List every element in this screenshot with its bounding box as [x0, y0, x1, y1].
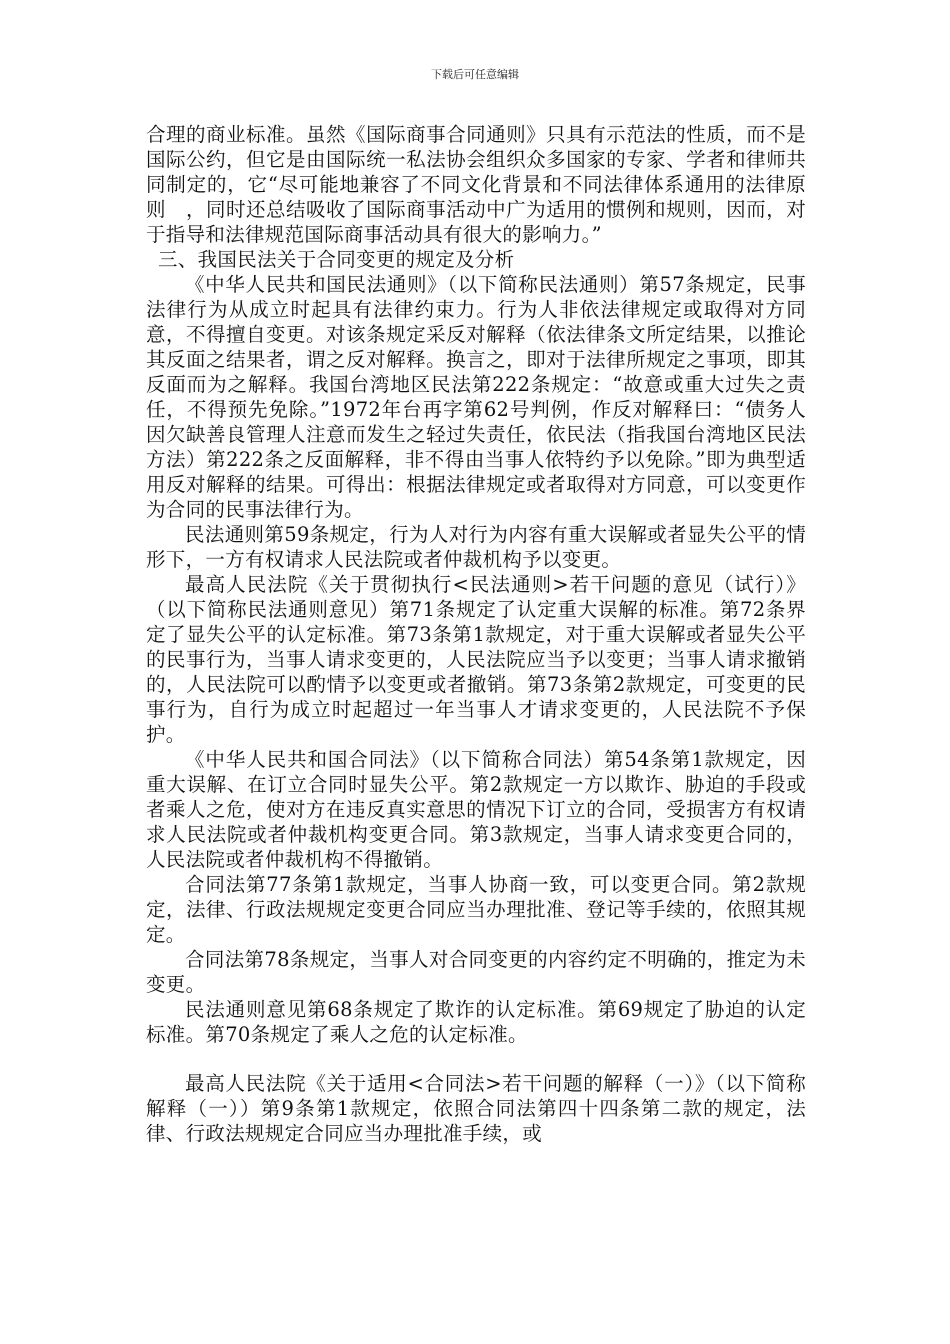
- paragraph-article-57: 《中华人民共和国民法通则》（以下简称民法通则）第57条规定，民事法律行为从成立时起具有法律约束力。行为人非依法律规定或取得对方同意，不得擅自变更。对该条规定采反对解释（依法律条文所定结果，以推论其反面之结果者，谓之反对解释。换言之，即对于法律所规定之事项，即其反面而为之解释。我国台湾地区民法第222条规定：“故意或重大过失之责任，不得预先免除。”1972年台再字第62号判例，作反对解释曰：“债务人因欠缺善良管理人注意而发生之轻过失责任，依民法（指我国台湾地区民法方法）第222条之反面解释，非不得由当事人依特约予以免除。”即为典型适用反对解释的结果。可得出：根据法律规定或者取得对方同意，可以变更作为合同的民事法律行为。: [146, 273, 806, 521]
- section-heading: 三、我国民法关于合同变更的规定及分析: [158, 248, 515, 271]
- paragraph-contract-law-54: 《中华人民共和国合同法》（以下简称合同法）第54条第1款规定，因重大误解、在订立合同时显失公平。第2款规定一方以欺诈、胁迫的手段或者乘人之危，使对方在违反真实意思的情况下订立的合同，受损害方有权请求人民法院或者仲裁机构变更合同。第3款规定，当事人请求变更合同的，人民法院或者仲裁机构不得撤销。: [146, 748, 806, 871]
- paragraph-intro: 合理的商业标准。虽然《国际商事合同通则》只具有示范法的性质，而不是国际公约，但它是由国际统一私法协会组织众多国家的专家、学者和律师共同制定的，它“尽可能地兼容了不同文化背景和不同法律体系通用的法律原则 ，同时还总结吸收了国际商事活动中广为适用的惯例和规则，因而，对于指导和法律规范国际商事活动具有很大的影响力。”: [146, 123, 806, 246]
- paragraph-contract-law-77: 合同法第77条第1款规定，当事人协商一致，可以变更合同。第2款规定，法律、行政法规规定变更合同应当办理批准、登记等手续的，依照其规定。: [146, 873, 806, 946]
- paragraph-article-59: 民法通则第59条规定，行为人对行为内容有重大误解或者显失公平的情形下，一方有权请求人民法院或者仲裁机构予以变更。: [146, 523, 806, 571]
- paragraph-opinion-68-70: 民法通则意见第68条规定了欺诈的认定标准。第69规定了胁迫的认定标准。第70条规定了乘人之危的认定标准。: [146, 998, 806, 1046]
- page-header-note: 下载后可任意编辑: [431, 68, 519, 81]
- paragraph-interpretation-one: 最高人民法院《关于适用<合同法>若干问题的解释（一）》（以下简称解释（一））第9条第1款规定，依照合同法第四十四条第二款的规定，法律、行政法规规定合同应当办理批准手续，或: [146, 1072, 806, 1145]
- document-body: [146, 122, 806, 1146]
- paragraph-spacer: [146, 1047, 806, 1071]
- paragraph-contract-law-78: 合同法第78条规定，当事人对合同变更的内容约定不明确的，推定为未变更。: [146, 948, 806, 996]
- paragraph-opinion-71-73: 最高人民法院《关于贯彻执行<民法通则>若干问题的意见（试行）》（以下简称民法通则意见）第71条规定了认定重大误解的标准。第72条界定了显失公平的认定标准。第73条第1款规定，对于重大误解或者显失公平的民事行为，当事人请求变更的，人民法院应当予以变更；当事人请求撤销的，人民法院可以酌情予以变更或者撤销。第73条第2款规定，可变更的民事行为，自行为成立时起超过一年当事人才请求变更的，人民法院不予保护。: [146, 573, 806, 746]
